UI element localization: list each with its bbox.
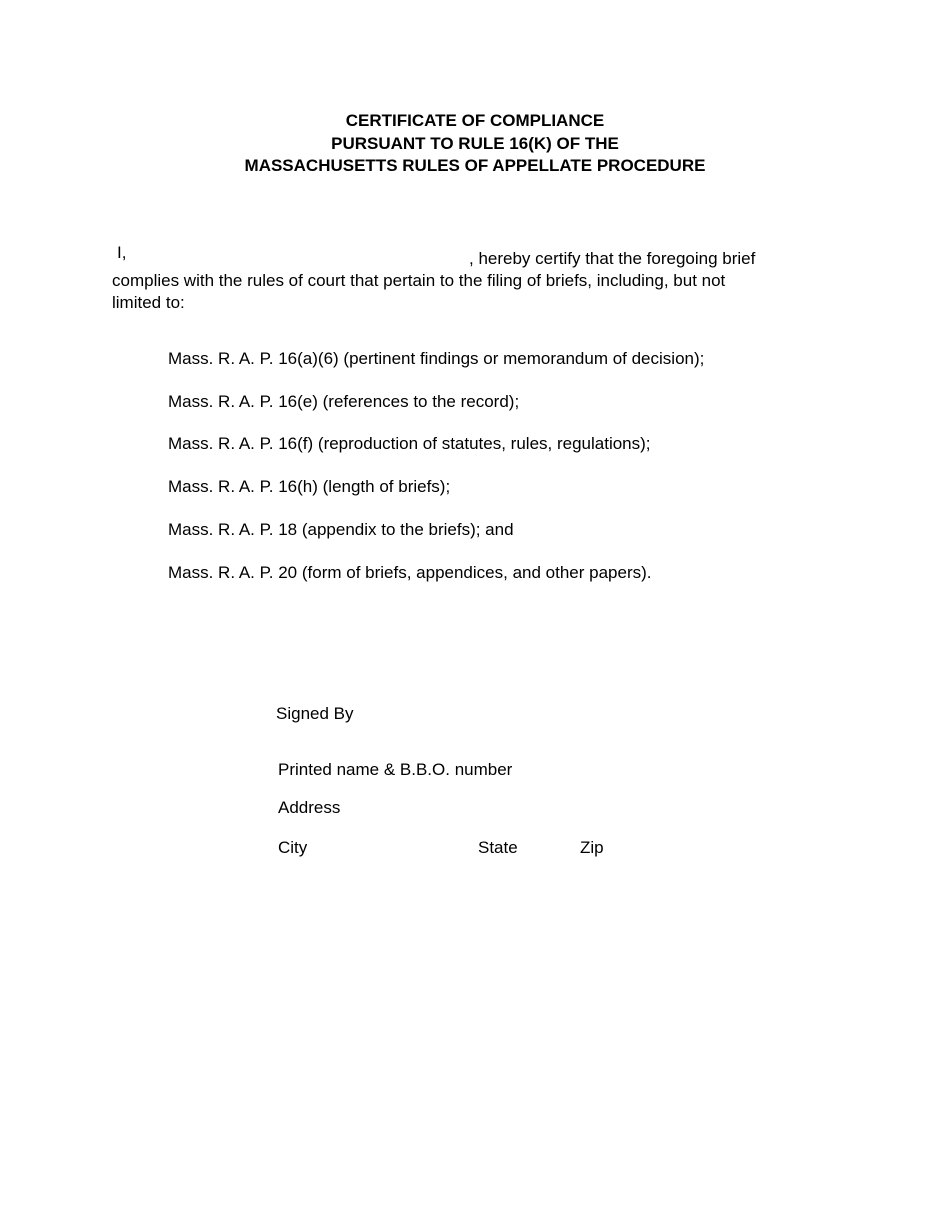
rule-item: Mass. R. A. P. 16(h) (length of briefs); <box>168 477 451 496</box>
certify-text-3: limited to: <box>112 293 185 312</box>
rule-item: Mass. R. A. P. 16(f) (reproduction of statutes, rules, regulations); <box>168 434 651 453</box>
certify-lead: I, <box>117 243 127 262</box>
signed-by-label: Signed By <box>276 704 354 723</box>
certify-text-2: complies with the rules of court that pertain to the filing of briefs, including, but not <box>112 271 726 290</box>
state-field[interactable] <box>523 847 566 864</box>
title-line-1: CERTIFICATE OF COMPLIANCE <box>345 111 605 130</box>
city-field[interactable] <box>313 847 465 864</box>
rule-item: Mass. R. A. P. 20 (form of briefs, appendices, and other papers). <box>168 563 652 582</box>
document-title <box>0 110 950 178</box>
city-label: City <box>278 838 308 857</box>
title-line-3: MASSACHUSETTS RULES OF APPELLATE PROCEDURE <box>244 156 706 175</box>
zip-field[interactable] <box>612 847 739 864</box>
certify-text-1: , hereby certify that the foregoing brief <box>469 249 756 268</box>
rule-item: Mass. R. A. P. 16(e) (references to the record); <box>168 392 520 411</box>
state-label: State <box>478 838 518 857</box>
certifier-name-field[interactable] <box>131 252 465 269</box>
address-label: Address <box>278 798 341 817</box>
title-line-2: PURSUANT TO RULE 16(K) OF THE <box>331 133 619 153</box>
zip-label: Zip <box>580 838 604 857</box>
rule-item: Mass. R. A. P. 16(a)(6) (pertinent findings or memorandum of decision); <box>168 349 705 368</box>
rule-item: Mass. R. A. P. 18 (appendix to the briefs); and <box>168 520 514 539</box>
printed-name-label: Printed name & B.B.O. number <box>278 760 513 779</box>
address-field[interactable] <box>350 808 739 825</box>
